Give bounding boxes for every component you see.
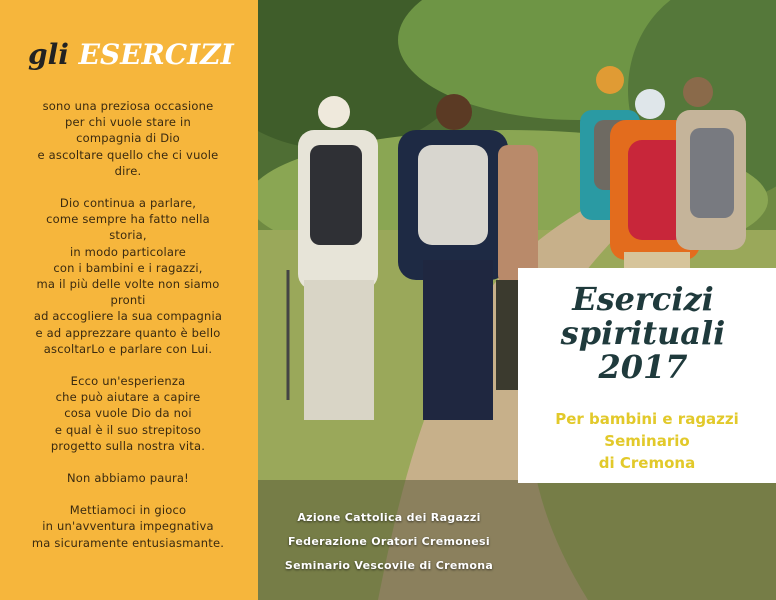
text-line: in un'avventura impegnativa: [42, 519, 214, 534]
paragraph-5: [14, 502, 242, 551]
text-line: Non abbiamo paura!: [67, 471, 189, 486]
card-subtitle: [518, 408, 776, 474]
text-line: che può aiutare a capire: [55, 390, 201, 405]
card-subtitle-line: di Cremona: [598, 454, 696, 472]
card-title: [518, 282, 768, 384]
left-panel: [0, 0, 258, 600]
text-line: ad accogliere la sua compagnia: [33, 309, 223, 324]
credit-line: Seminario Vescovile di Cremona: [284, 559, 494, 572]
text-line: pronti: [110, 293, 146, 308]
text-line: per chi vuole stare in: [65, 115, 191, 130]
text-line: Dio continua a parlare,: [59, 196, 197, 211]
text-line: cosa vuole Dio da noi: [64, 406, 192, 421]
text-line: dire.: [114, 163, 142, 178]
card-title-line: Esercizi: [572, 280, 714, 318]
text-line: Mettiamoci in gioco: [69, 503, 187, 518]
card-subtitle-line: Per bambini e ragazzi: [555, 410, 739, 428]
title-prefix: gli: [28, 38, 69, 71]
card-title-year: 2017: [598, 348, 688, 386]
left-title: [28, 38, 234, 71]
text-line: e ad apprezzare quanto è bello: [35, 325, 221, 340]
text-line: compagnia di Dio: [76, 131, 180, 146]
text-line: come sempre ha fatto nella: [46, 212, 210, 227]
text-line: sono una preziosa occasione: [42, 99, 214, 113]
text-line: in modo particolare: [69, 244, 187, 259]
text-line: storia,: [109, 228, 147, 243]
paragraph-3: [14, 373, 242, 454]
credit-line: Azione Cattolica dei Ragazzi: [297, 511, 481, 524]
text-line: e ascoltare quello che ci vuole: [37, 147, 219, 162]
text-line: ma il più delle volte non siamo: [36, 277, 220, 292]
text-line: Ecco un'esperienza: [70, 374, 186, 389]
paragraph-2: [14, 195, 242, 357]
paragraph-4: [14, 470, 242, 486]
title-accent: ESERCIZI: [78, 38, 234, 71]
credits: [274, 506, 504, 578]
card-title-line: spirituali: [560, 314, 726, 352]
credit-line: Federazione Oratori Cremonesi: [288, 535, 490, 548]
paragraph-1: [14, 98, 242, 179]
text-line: progetto sulla nostra vita.: [50, 438, 206, 453]
left-body-text: [14, 98, 242, 567]
text-line: ma sicuramente entusiasmante.: [31, 535, 225, 550]
card-subtitle-line: Seminario: [604, 432, 690, 450]
text-line: ascoltarLo e parlare con Lui.: [43, 341, 213, 356]
title-card: [518, 268, 776, 483]
text-line: con i bambini e i ragazzi,: [53, 260, 203, 275]
text-line: e qual è il suo strepitoso: [54, 422, 202, 437]
